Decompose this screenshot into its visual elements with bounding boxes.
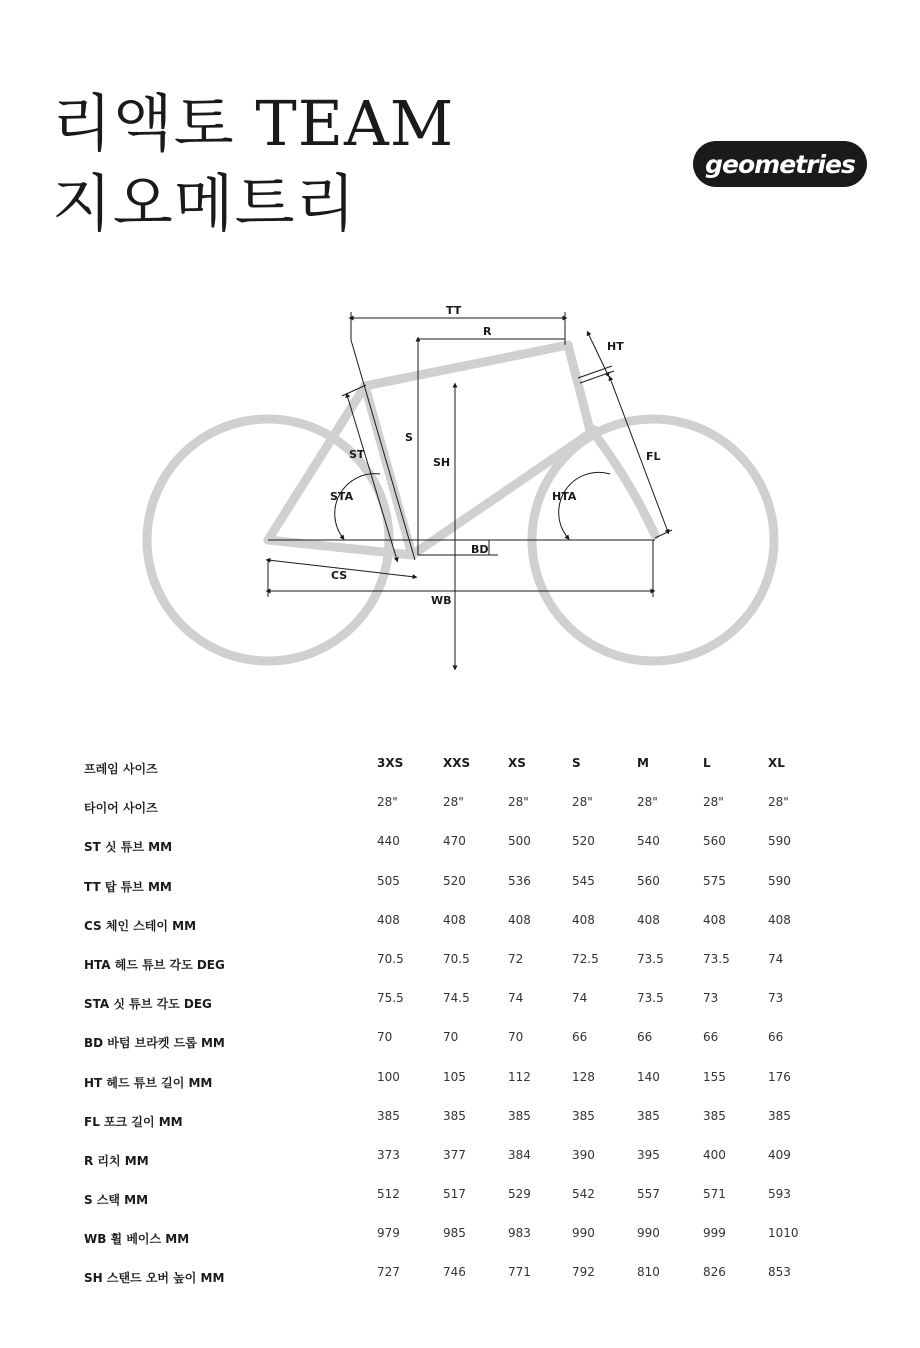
table-cell: 73 [768, 991, 784, 1006]
label-cs: CS [331, 569, 348, 582]
table-cell: 28" [572, 795, 593, 810]
table-cell: 408 [768, 912, 791, 927]
table-row [84, 826, 844, 865]
table-row [84, 866, 844, 905]
table-cell: 545 [572, 873, 595, 888]
table-cell: 74 [572, 991, 588, 1006]
table-cell: 408 [637, 912, 660, 927]
table-cell: 792 [572, 1265, 595, 1280]
table-cell: 385 [377, 1108, 400, 1123]
table-cell: 74 [508, 991, 524, 1006]
table-cell: 70 [443, 1030, 459, 1045]
size-header: XS [508, 756, 526, 770]
label-ht: HT [607, 340, 624, 353]
row-label: ST 싯 튜브 MM [84, 840, 173, 855]
table-row [84, 1101, 844, 1140]
label-sh: SH [433, 456, 451, 469]
table-cell: 74 [768, 951, 784, 966]
label-wb: WB [431, 594, 452, 607]
table-row [84, 787, 844, 826]
table-cell: 520 [572, 834, 595, 849]
label-s: S [405, 431, 413, 444]
row-label: TT 탑 튜브 MM [84, 879, 172, 894]
row-label: R 리치 MM [84, 1153, 149, 1168]
table-cell: 400 [703, 1147, 726, 1162]
table-cell: 990 [637, 1226, 660, 1241]
table-cell: 395 [637, 1147, 660, 1162]
table-row [84, 1218, 844, 1257]
table-cell: 73.5 [703, 951, 730, 966]
table-cell: 28" [637, 795, 658, 810]
title-line-1: 리액토 TEAM [52, 87, 455, 160]
table-row [84, 905, 844, 944]
table-cell: 979 [377, 1226, 400, 1241]
row-label: S 스택 MM [84, 1193, 149, 1208]
label-sta: STA [330, 490, 354, 503]
label-tt: TT [446, 304, 462, 317]
table-cell: 1010 [768, 1226, 799, 1241]
header-label: 프레임 사이즈 [84, 762, 158, 776]
table-cell: 536 [508, 873, 531, 888]
table-cell: 385 [637, 1108, 660, 1123]
table-cell: 70.5 [377, 951, 404, 966]
table-cell: 505 [377, 873, 400, 888]
badge-label: geometries [705, 149, 855, 179]
row-label: CS 체인 스테이 MM [84, 918, 197, 933]
table-cell: 155 [703, 1069, 726, 1084]
row-label: WB 휠 베이스 MM [84, 1232, 190, 1247]
table-cell: 70.5 [443, 951, 470, 966]
size-header: L [703, 756, 711, 770]
table-row [84, 1257, 844, 1296]
page-title [52, 84, 454, 244]
table-cell: 408 [377, 912, 400, 927]
table-cell: 385 [443, 1108, 466, 1123]
table-row [84, 1062, 844, 1101]
table-cell: 28" [443, 795, 464, 810]
title-line-2: 지오메트리 [52, 167, 357, 240]
table-cell: 70 [377, 1030, 393, 1045]
table-cell: 74.5 [443, 991, 470, 1006]
label-r: R [483, 325, 492, 338]
size-header: M [637, 756, 649, 770]
table-cell: 999 [703, 1226, 726, 1241]
size-header: 3XS [377, 756, 404, 770]
table-cell: 66 [572, 1030, 588, 1045]
table-row [84, 1022, 844, 1061]
table-cell: 75.5 [377, 991, 404, 1006]
table-cell: 571 [703, 1187, 726, 1202]
table-cell: 385 [508, 1108, 531, 1123]
table-cell: 105 [443, 1069, 466, 1084]
table-cell: 73.5 [637, 991, 664, 1006]
table-cell: 440 [377, 834, 400, 849]
table-cell: 385 [572, 1108, 595, 1123]
size-header: S [572, 756, 581, 770]
table-cell: 385 [768, 1108, 791, 1123]
table-cell: 66 [768, 1030, 784, 1045]
label-fl: FL [646, 450, 661, 463]
size-header: XXS [443, 756, 471, 770]
table-cell: 590 [768, 873, 791, 888]
table-cell: 70 [508, 1030, 524, 1045]
table-cell: 28" [768, 795, 789, 810]
table-cell: 176 [768, 1069, 791, 1084]
label-hta: HTA [552, 490, 577, 503]
table-cell: 517 [443, 1187, 466, 1202]
table-cell: 990 [572, 1226, 595, 1241]
table-row [84, 1179, 844, 1218]
table-cell: 377 [443, 1147, 466, 1162]
row-label: FL 포크 길이 MM [84, 1114, 183, 1129]
table-cell: 140 [637, 1069, 660, 1084]
table-cell: 384 [508, 1147, 531, 1162]
table-cell: 72 [508, 951, 524, 966]
table-cell: 409 [768, 1147, 791, 1162]
table-cell: 100 [377, 1069, 400, 1084]
row-label: STA 싯 튜브 각도 DEG [84, 997, 212, 1012]
table-cell: 560 [703, 834, 726, 849]
table-cell: 853 [768, 1265, 791, 1280]
row-label: SH 스탠드 오버 높이 MM [84, 1271, 225, 1286]
label-st: ST [349, 448, 365, 461]
table-cell: 985 [443, 1226, 466, 1241]
table-cell: 826 [703, 1265, 726, 1280]
table-cell: 373 [377, 1147, 400, 1162]
geometry-table [84, 748, 844, 1297]
table-cell: 112 [508, 1069, 531, 1084]
table-cell: 542 [572, 1187, 595, 1202]
table-cell: 408 [508, 912, 531, 927]
table-cell: 529 [508, 1187, 531, 1202]
table-cell: 73.5 [637, 951, 664, 966]
table-cell: 66 [637, 1030, 653, 1045]
row-label: HTA 헤드 튜브 각도 DEG [84, 957, 225, 972]
table-cell: 500 [508, 834, 531, 849]
table-cell: 540 [637, 834, 660, 849]
table-cell: 408 [443, 912, 466, 927]
table-cell: 593 [768, 1187, 791, 1202]
row-label: 타이어 사이즈 [84, 801, 158, 816]
table-cell: 66 [703, 1030, 719, 1045]
table-cell: 520 [443, 873, 466, 888]
table-cell: 727 [377, 1265, 400, 1280]
table-cell: 983 [508, 1226, 531, 1241]
table-cell: 470 [443, 834, 466, 849]
table-cell: 575 [703, 873, 726, 888]
label-bd: BD [471, 543, 489, 556]
table-cell: 746 [443, 1265, 466, 1280]
table-cell: 771 [508, 1265, 531, 1280]
table-cell: 408 [703, 912, 726, 927]
geometries-badge [693, 141, 867, 187]
row-label: BD 바텀 브라켓 드롭 MM [84, 1036, 225, 1051]
row-label: HT 헤드 튜브 길이 MM [84, 1075, 213, 1090]
table-row [84, 983, 844, 1022]
bike-geometry-diagram [0, 290, 920, 680]
table-cell: 28" [377, 795, 398, 810]
table-cell: 557 [637, 1187, 660, 1202]
table-cell: 72.5 [572, 951, 599, 966]
size-header: XL [768, 756, 785, 770]
table-row [84, 944, 844, 983]
table-cell: 560 [637, 873, 660, 888]
table-cell: 512 [377, 1187, 400, 1202]
table-cell: 810 [637, 1265, 660, 1280]
table-cell: 128 [572, 1069, 595, 1084]
table-cell: 590 [768, 834, 791, 849]
table-header-row [84, 748, 844, 787]
table-cell: 28" [508, 795, 529, 810]
table-row [84, 1140, 844, 1179]
table-cell: 73 [703, 991, 719, 1006]
table-cell: 408 [572, 912, 595, 927]
table-cell: 28" [703, 795, 724, 810]
table-cell: 385 [703, 1108, 726, 1123]
table-cell: 390 [572, 1147, 595, 1162]
